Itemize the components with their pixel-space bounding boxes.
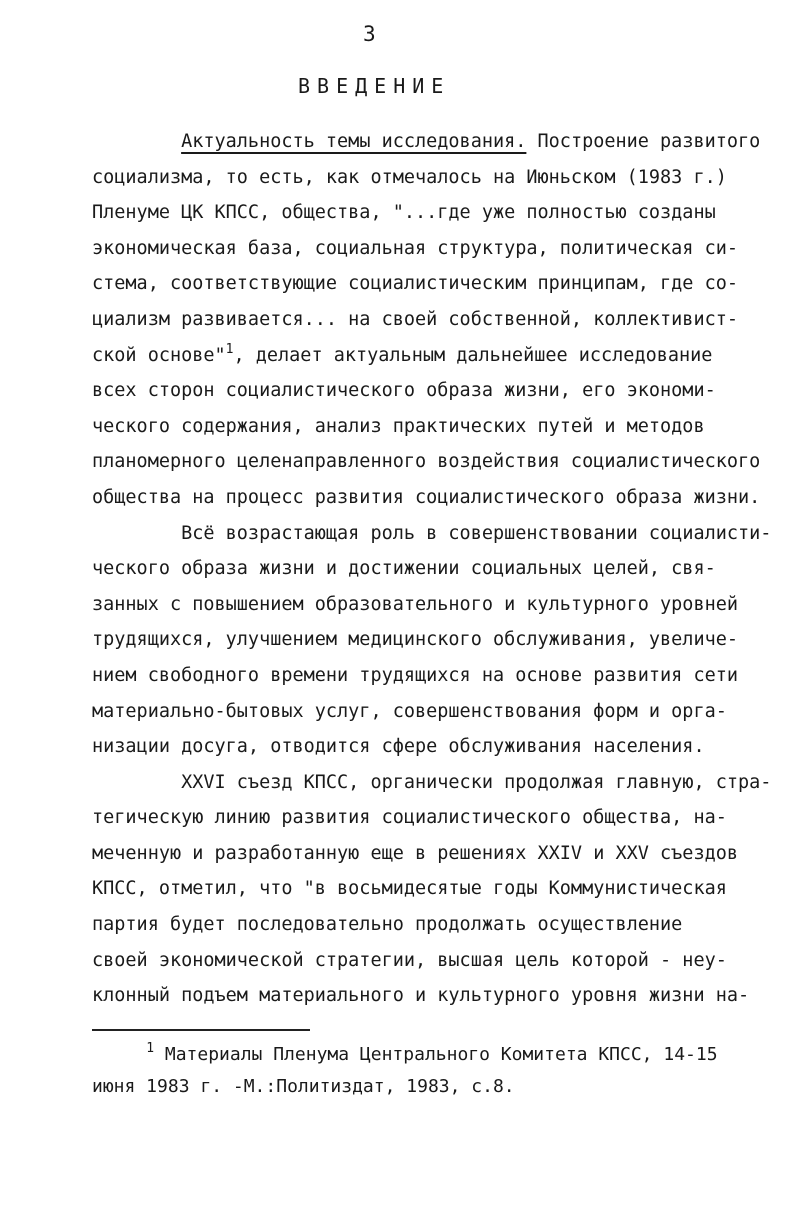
paragraph-3-line: партия будет последовательно продолжать осуществление bbox=[92, 914, 683, 936]
paragraph-2-line: нием свободного времени трудящихся на основе развития сети bbox=[92, 664, 739, 686]
footnote-separator bbox=[92, 1029, 310, 1031]
paragraph-1-line: общества на процесс развития социалистического образа жизни. bbox=[92, 486, 761, 508]
paragraph-2-line: трудящихся, улучшением медицинского обслуживания, увеличе- bbox=[92, 629, 739, 651]
paragraph-2-line: ческого образа жизни и достижении социальных целей, свя- bbox=[92, 558, 716, 580]
body-text bbox=[92, 124, 772, 1014]
section-heading: ВВЕДЕНИЕ bbox=[298, 74, 451, 98]
paragraph-1-line: социализма, то есть, как отмечалось на Июньском (1983 г.) bbox=[92, 166, 727, 188]
footnote-line-1: $^1$ Материалы Пленума Центрального Комитета КПСС, 14-15 bbox=[146, 1041, 718, 1065]
footnote-marker: 1 bbox=[146, 1041, 155, 1056]
paragraph-1-line: Пленуме ЦК КПСС, общества, "...где уже полностью созданы bbox=[92, 202, 716, 224]
paragraph-1-line-1-rest: Построение развитого bbox=[526, 131, 761, 152]
paragraph-3-line: КПСС, отметил, что "в восьмидесятые годы Коммунистическая bbox=[92, 878, 727, 900]
page-number: 3 bbox=[363, 22, 376, 46]
paragraph-3-line-1: XXVI съезд КПСС, органически продолжая главную, стра- bbox=[181, 771, 772, 793]
paragraph-3-line: тегическую линию развития социалистического общества, на- bbox=[92, 807, 727, 829]
paragraph-3-line: своей экономической стратегии, высшая цель которой - неу- bbox=[92, 949, 727, 971]
footnote-reference-marker: 1 bbox=[225, 341, 234, 357]
paragraph-1-line: экономическая база, социальная структура, политическая си- bbox=[92, 237, 739, 259]
paragraph-1-footnote-line: ской основе"$^1$, делает актуальным дальнейшее исследование bbox=[92, 341, 713, 366]
paragraph-1-line-1 bbox=[92, 124, 761, 160]
paragraph-1-line: стема, соответствующие социалистическим принципам, где со- bbox=[92, 273, 739, 295]
footnote bbox=[92, 1040, 742, 1102]
paragraph-1-line: циализм развивается... на своей собственной, коллективист- bbox=[92, 308, 739, 330]
paragraph-3-line: меченную и разработанную еще в решениях XXIV и XXV съездов bbox=[92, 842, 739, 864]
paragraph-2-line: низации досуга, отводится сфере обслуживания населения. bbox=[92, 736, 705, 758]
paragraph-1-line: планомерного целенаправленного воздействия социалистического bbox=[92, 451, 761, 473]
paragraph-1-line: всех сторон социалистического образа жизни, его экономи- bbox=[92, 380, 716, 402]
paragraph-2-line: материально-бытовых услуг, совершенствования форм и орга- bbox=[92, 700, 727, 722]
footnote-line-2: июня 1983 г. -М.:Политиздат, 1983, с.8. bbox=[92, 1076, 515, 1097]
paragraph-2-line-1: Всё возрастающая роль в совершенствовании социалисти- bbox=[181, 522, 772, 544]
paragraph-3-line: клонный подъем материального и культурного уровня жизни на- bbox=[92, 985, 750, 1007]
topic-relevance-lead: Актуальность темы исследования. bbox=[181, 131, 527, 152]
paragraph-1-line: ческого содержания, анализ практических путей и методов bbox=[92, 415, 705, 437]
paragraph-2-line: занных с повышением образовательного и культурного уровней bbox=[92, 593, 739, 615]
